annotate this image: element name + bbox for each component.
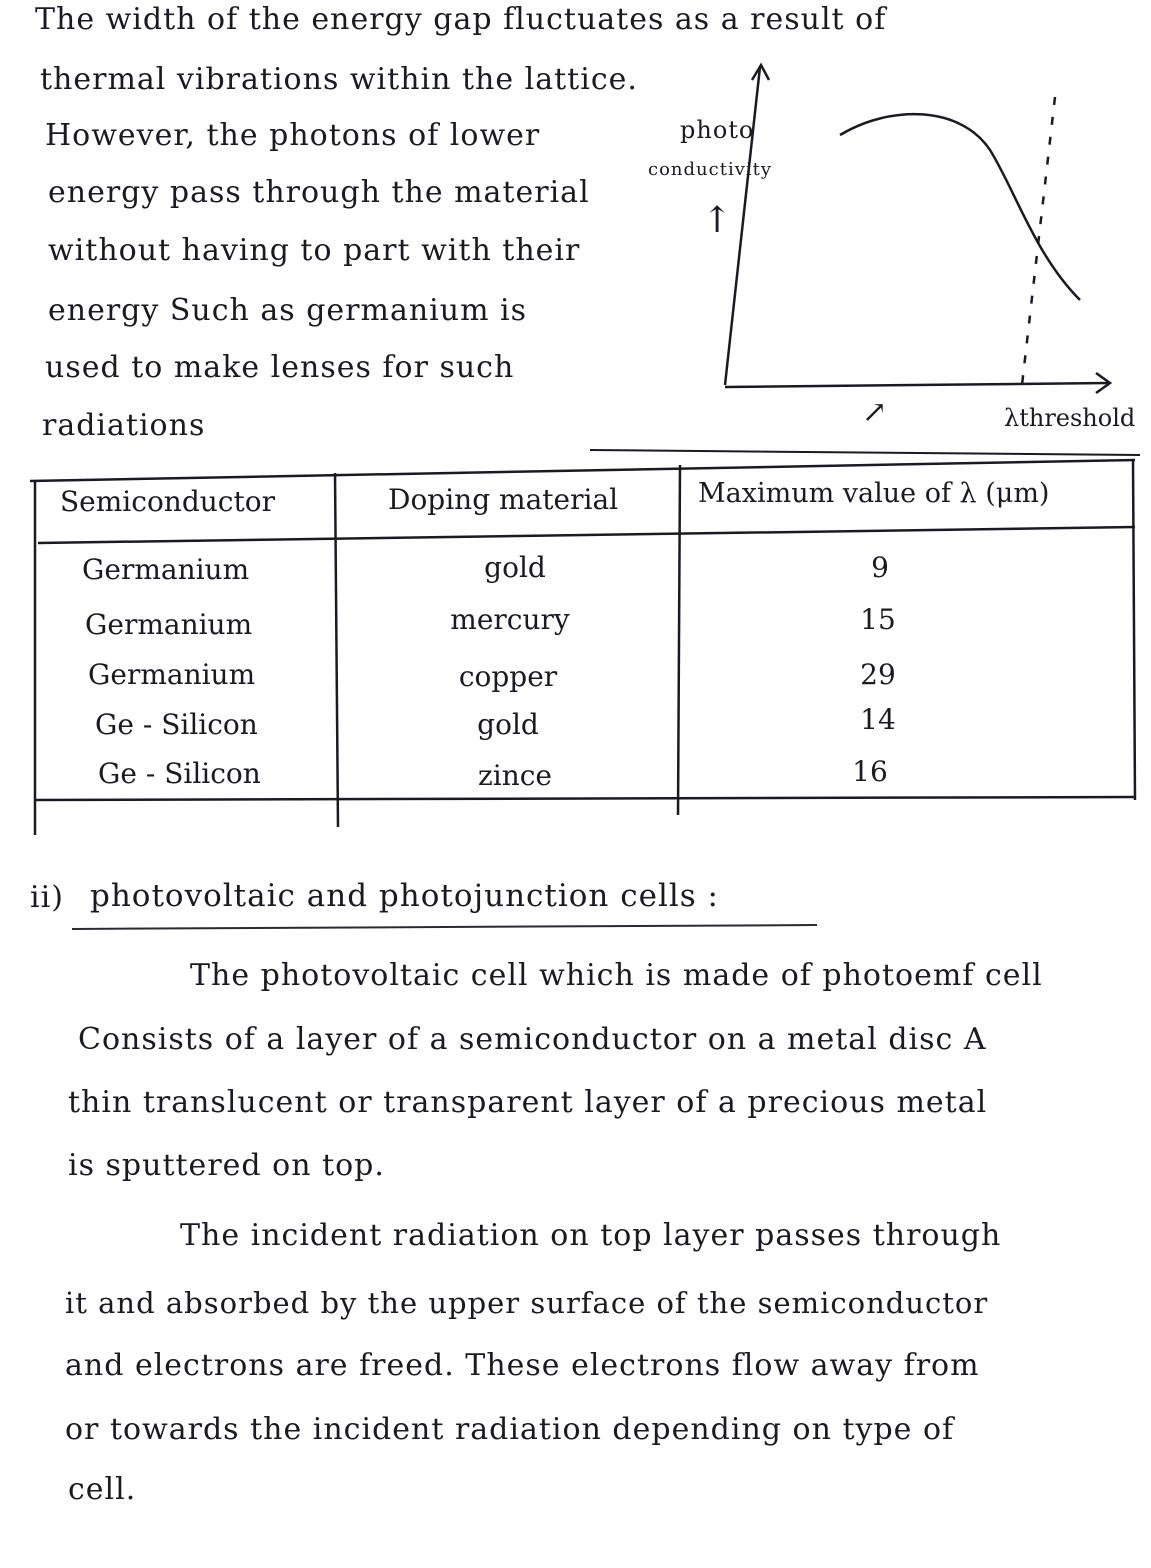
- threshold-label: λthreshold: [1004, 404, 1136, 432]
- section2-number: ii): [30, 880, 64, 915]
- row4-lambda: 14: [860, 703, 896, 736]
- para1-line-8: radiations: [42, 408, 206, 443]
- para2-line-1: The photovoltaic cell which is made of photoemf cell: [190, 958, 1043, 993]
- row2-lambda: 15: [860, 603, 896, 636]
- row5-doping: zince: [478, 759, 552, 792]
- row1-semiconductor: Germanium: [82, 553, 250, 586]
- para3-line-4: or towards the incident radiation depending on type of: [65, 1412, 955, 1447]
- para3-line-2: it and absorbed by the upper surface of the semiconductor: [65, 1286, 989, 1320]
- x-marker-arrow-icon: ↗: [862, 395, 889, 430]
- row4-doping: gold: [477, 708, 539, 741]
- para1-line-6: energy Such as germanium is: [48, 293, 528, 328]
- row1-lambda: 9: [871, 551, 889, 584]
- section2-heading: photovoltaic and photojunction cells :: [90, 878, 719, 914]
- header-doping-material: Doping material: [388, 483, 619, 516]
- para1-line-4: energy pass through the material: [48, 175, 590, 210]
- para2-line-2: Consists of a layer of a semiconductor on a metal disc A: [78, 1022, 987, 1057]
- para2-line-4: is sputtered on top.: [68, 1148, 385, 1183]
- row3-lambda: 29: [860, 658, 896, 691]
- row1-doping: gold: [484, 551, 546, 584]
- row2-doping: mercury: [450, 603, 570, 636]
- y-label-line1: photo: [680, 116, 755, 144]
- para1-line-5: without having to part with their: [48, 233, 581, 268]
- row5-semiconductor: Ge - Silicon: [98, 757, 261, 790]
- semiconductor-table: [30, 455, 1140, 840]
- row2-semiconductor: Germanium: [85, 608, 253, 641]
- para3-line-5: cell.: [68, 1472, 137, 1507]
- para3-line-1: The incident radiation on top layer passes through: [180, 1218, 1002, 1253]
- para1-line-2: thermal vibrations within the lattice.: [40, 62, 638, 97]
- header-semiconductor: Semiconductor: [60, 485, 275, 518]
- header-max-lambda: Maximum value of λ (μm): [698, 478, 1050, 509]
- y-label-line2: conductivity: [648, 159, 773, 180]
- row5-lambda: 16: [852, 755, 888, 788]
- row3-semiconductor: Germanium: [88, 658, 256, 691]
- y-label-arrow-icon: ↑: [702, 200, 734, 241]
- para1-line-7: used to make lenses for such: [45, 350, 515, 385]
- para2-line-3: thin translucent or transparent layer of a precious metal: [68, 1085, 988, 1120]
- row3-doping: copper: [458, 660, 558, 693]
- row4-semiconductor: Ge - Silicon: [95, 708, 258, 741]
- para1-line-3: However, the photons of lower: [45, 118, 541, 153]
- para1-line-1: The width of the energy gap fluctuates as a result of: [35, 2, 887, 37]
- para3-line-3: and electrons are freed. These electrons flow away from: [65, 1348, 980, 1383]
